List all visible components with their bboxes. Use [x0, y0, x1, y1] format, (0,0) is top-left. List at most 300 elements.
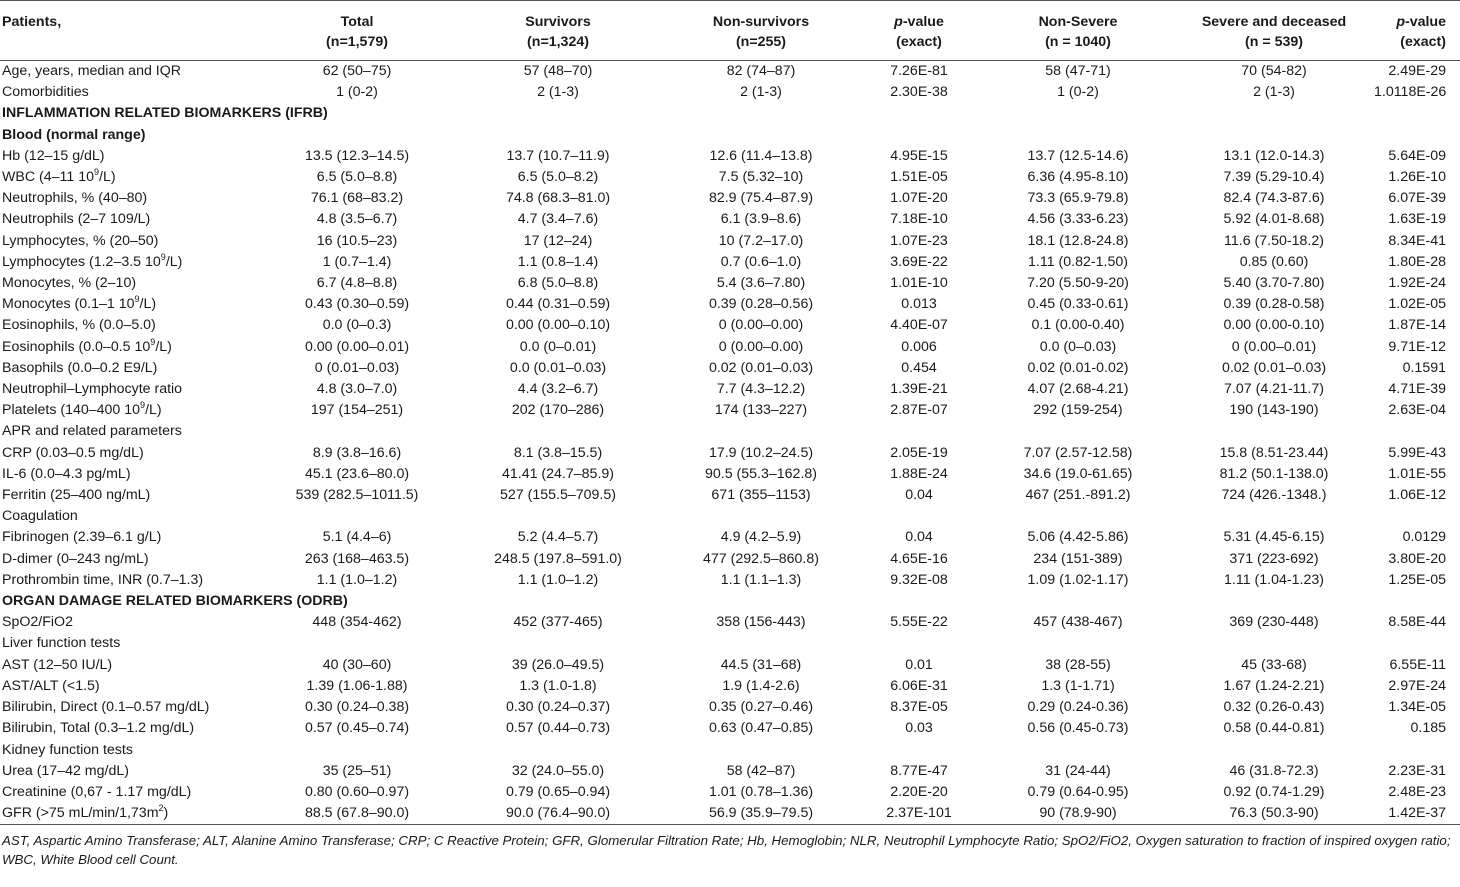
row-label-text: Coagulation — [2, 508, 78, 525]
column-header-text: Non-survivors — [712, 14, 810, 30]
table-cell: 8.34E-41 — [1388, 232, 1446, 249]
table-cell — [1372, 506, 1460, 527]
row-label-superscript: 9 — [140, 400, 146, 411]
table-cell: 5.99E-43 — [1388, 444, 1446, 461]
table-cell: 2.63E-04 — [1388, 402, 1446, 419]
table-row — [0, 315, 1460, 336]
table-cell: 81.2 (50.1-138.0) — [1219, 465, 1329, 482]
row-label-text: IL-6 (0.0–4.3 pg/mL) — [2, 465, 131, 482]
row-label-text: APR and related parameters — [2, 423, 182, 440]
section-row — [0, 103, 1460, 124]
table-cell — [1176, 506, 1372, 527]
table-cell: 4.65E-16 — [890, 550, 948, 567]
row-label-suffix: /L) — [165, 253, 183, 270]
table-cell: 70 (54-82) — [1241, 63, 1307, 79]
table-cell: 7.26E-81 — [890, 63, 948, 79]
table-cell: 0.32 (0.26-0.43) — [1223, 699, 1325, 716]
table-cell — [664, 633, 858, 654]
table-row — [0, 294, 1460, 315]
column-header-text: -value — [1404, 14, 1446, 30]
table-cell — [980, 125, 1176, 146]
table-cell: 6.1 (3.9–8.6) — [720, 211, 802, 228]
table-cell: 4.8 (3.5–6.7) — [316, 211, 398, 228]
column-header — [452, 1, 664, 61]
column-header-title — [982, 12, 1174, 32]
row-label-suffix: ) — [163, 805, 169, 822]
row-label — [0, 612, 262, 633]
table-cell: 8.9 (3.8–16.6) — [312, 444, 402, 461]
table-cell: 190 (143-190) — [1229, 402, 1319, 419]
table-cell: 1.92E-24 — [1388, 275, 1446, 292]
table-row — [0, 612, 1460, 633]
table-cell — [1176, 740, 1372, 761]
row-label — [0, 633, 262, 654]
table-cell: 46 (31.8-72.3) — [1229, 762, 1319, 779]
row-label-text: Eosinophils, % (0.0–5.0) — [2, 317, 156, 334]
table-cell: 0.30 (0.24–0.37) — [505, 699, 611, 716]
table-header — [0, 1, 1460, 61]
table-cell: 13.5 (12.3–14.5) — [304, 147, 410, 164]
table-cell: 2 (1-3) — [537, 84, 579, 101]
row-label — [0, 231, 262, 252]
table-cell — [858, 103, 980, 124]
table-cell: 1.26E-10 — [1388, 169, 1446, 186]
table-cell: 0.02 (0.01–0.03) — [1221, 359, 1327, 376]
table-cell: 0 (0.01–0.03) — [314, 359, 400, 376]
table-cell: 7.07 (4.21-11.7) — [1224, 381, 1324, 398]
table-cell: 292 (159-254) — [1033, 402, 1123, 419]
table-cell — [452, 506, 664, 527]
row-label — [0, 103, 328, 124]
row-label — [0, 761, 262, 782]
table-cell — [980, 103, 1176, 124]
table-cell: 1.09 (1.02-1.17) — [1027, 571, 1129, 588]
table-row — [0, 761, 1460, 782]
table-cell: 34.6 (19.0-61.65) — [1023, 465, 1133, 482]
table-cell: 0.44 (0.31–0.59) — [505, 296, 611, 313]
table-cell: 671 (355–1153) — [711, 487, 811, 504]
row-label-superscript: 2 — [158, 803, 164, 814]
table-cell: 1.1 (0.8–1.4) — [517, 253, 599, 270]
table-cell — [1372, 740, 1460, 761]
table-cell — [858, 591, 980, 612]
table-cell: 1.02E-05 — [1388, 296, 1446, 313]
table-cell: 0.43 (0.30–0.59) — [304, 296, 410, 313]
table-cell: 16 (10.5–23) — [316, 232, 398, 249]
table-cell: 5.92 (4.01-8.68) — [1223, 211, 1325, 228]
table-cell: 0.35 (0.27–0.46) — [708, 699, 814, 716]
row-label — [0, 506, 262, 527]
table-cell: 17 (12–24) — [523, 232, 593, 249]
column-header-title — [454, 12, 662, 32]
table-cell: 7.7 (4.3–12.2) — [716, 381, 806, 398]
table-footnote: AST, Aspartic Amino Transferase; ALT, Alanine Amino Transferase; CRP; C Reactive Protein; GFR, Glomerular Filtration Rate; Hb, Hemoglobin; NLR, Neutrophil Lymphocyte Ratio; SpO2/FiO2, Oxygen saturation to fraction of inspired oxygen ratio; WBC, White Blood cell Count. — [2, 833, 1451, 868]
table-cell: 0.57 (0.45–0.74) — [304, 720, 410, 737]
row-label-text: Monocytes, % (2–10) — [2, 275, 137, 292]
row-label-text: SpO2/FiO2 — [2, 614, 73, 631]
table-cell — [664, 506, 858, 527]
table-cell: 1.06E-12 — [1388, 487, 1446, 504]
table-cell: 0.1591 — [1402, 359, 1446, 376]
table-cell: 58 (42–87) — [726, 762, 796, 779]
row-label — [0, 61, 262, 83]
table-cell: 76.1 (68–83.2) — [310, 190, 404, 207]
table-cell — [858, 506, 980, 527]
row-label — [0, 443, 262, 464]
column-header-text: Patients, — [2, 14, 62, 30]
table-cell: 477 (292.5–860.8) — [703, 550, 819, 567]
table-cell: 5.64E-09 — [1388, 147, 1446, 164]
table-cell: 1.07E-20 — [890, 190, 948, 207]
table-cell: 17.9 (10.2–24.5) — [708, 444, 814, 461]
row-label-text: Fibrinogen (2.39–6.1 g/L) — [2, 529, 162, 546]
column-header-subtitle: (n=255) — [735, 34, 787, 50]
table-row — [0, 443, 1460, 464]
table-cell: 6.5 (5.0–8.2) — [517, 169, 599, 186]
column-header-title — [1374, 12, 1446, 32]
row-label — [0, 527, 262, 548]
table-cell — [980, 633, 1176, 654]
table-cell: 0.85 (0.60) — [1239, 253, 1309, 270]
table-cell: 5.40 (3.70-7.80) — [1223, 275, 1325, 292]
table-cell: 38 (28-55) — [1045, 656, 1111, 673]
p-italic: p — [894, 14, 903, 30]
table-cell: 2.30E-38 — [890, 84, 948, 101]
table-cell: 0.39 (0.28-0.58) — [1223, 296, 1325, 313]
table-cell: 0.0 (0–0.03) — [1039, 338, 1117, 355]
row-label — [0, 273, 262, 294]
table-cell: 39 (26.0–49.5) — [511, 656, 605, 673]
table-cell — [858, 125, 980, 146]
table-cell: 4.56 (3.33-6.23) — [1027, 211, 1129, 228]
table-cell: 0.92 (0.74-1.29) — [1223, 783, 1325, 800]
table-cell: 1.01 (0.78–1.36) — [708, 783, 814, 800]
table-cell: 1.3 (1.0-1.8) — [519, 677, 597, 694]
table-cell: 9.32E-08 — [890, 571, 948, 588]
table-cell: 0.00 (0.00–0.10) — [505, 317, 611, 334]
table-cell: 44.5 (31–68) — [720, 656, 802, 673]
table-cell: 10 (7.2–17.0) — [718, 232, 804, 249]
table-cell: 8.58E-44 — [1388, 614, 1446, 631]
table-cell: 0.45 (0.33-0.61) — [1027, 296, 1129, 313]
table-cell: 7.20 (5.50-9-20) — [1027, 275, 1129, 292]
row-label-text: WBC (4–11 10 — [2, 169, 94, 186]
table-row — [0, 697, 1460, 718]
row-label-text: Neutrophils, % (40–80) — [2, 190, 148, 207]
table-cell — [452, 103, 664, 124]
table-cell — [664, 591, 858, 612]
table-cell — [980, 740, 1176, 761]
table-cell: 88.5 (67.8–90.0) — [262, 803, 452, 825]
table-cell: 1.51E-05 — [890, 169, 948, 186]
table-cell: 0.013 — [901, 296, 937, 313]
table-cell: 4.07 (2.68-4.21) — [1027, 381, 1129, 398]
row-label — [0, 803, 262, 825]
column-header — [1176, 1, 1372, 61]
table-cell — [262, 633, 452, 654]
table-cell: 90 (78.9-90) — [980, 803, 1176, 825]
table-cell: 82 (74–87) — [726, 63, 796, 79]
table-row — [0, 252, 1460, 273]
table-cell — [1372, 633, 1460, 654]
table-cell: 358 (156-443) — [716, 614, 806, 631]
column-header-subtitle: (n=1,324) — [527, 34, 589, 50]
table-cell — [664, 103, 858, 124]
row-label-text: Bilirubin, Total (0.3–1.2 mg/dL) — [2, 720, 195, 737]
table-cell: 6.5 (5.0–8.8) — [316, 169, 398, 186]
column-header-title — [264, 12, 450, 32]
table-row — [0, 231, 1460, 252]
table-cell: 0.01 — [905, 656, 933, 673]
row-label — [0, 591, 348, 612]
table-cell: 45.1 (23.6–80.0) — [304, 465, 410, 482]
table-cell: 2.49E-29 — [1388, 63, 1446, 79]
table-cell — [1372, 421, 1460, 442]
table-cell: 2 (1-3) — [1253, 84, 1295, 101]
column-header — [980, 1, 1176, 61]
table-cell: 5.06 (4.42-5.86) — [1027, 529, 1129, 546]
column-header-title — [666, 12, 856, 32]
row-label-text: Basophils (0.0–0.2 E9/L) — [2, 359, 158, 376]
table-cell: 6.06E-31 — [890, 677, 948, 694]
row-label-text: GFR (>75 mL/min/1,73m — [2, 805, 159, 822]
row-label — [0, 294, 262, 315]
table-cell: 5.2 (4.4–5.7) — [517, 529, 599, 546]
subsection-row — [0, 633, 1460, 654]
table-row — [0, 655, 1460, 676]
row-label — [0, 676, 262, 697]
table-cell: 8.1 (3.8–15.5) — [513, 444, 603, 461]
table-cell: 0.39 (0.28–0.56) — [708, 296, 814, 313]
table-cell: 6.55E-11 — [1389, 656, 1446, 673]
table-cell: 1.11 (0.82-1.50) — [1028, 253, 1128, 270]
column-header — [1372, 1, 1460, 61]
row-label-text: Urea (17–42 mg/dL) — [2, 762, 129, 779]
table-cell — [1176, 125, 1372, 146]
row-label-text: Comorbidities — [2, 84, 89, 101]
table-cell: 452 (377-465) — [513, 614, 603, 631]
table-row — [0, 782, 1460, 803]
table-row — [0, 527, 1460, 548]
table-cell — [452, 633, 664, 654]
table-cell: 90.0 (76.4–90.0) — [452, 803, 664, 825]
table-cell: 7.18E-10 — [890, 211, 948, 228]
table-cell: 6.8 (5.0–8.8) — [517, 275, 599, 292]
row-label-text: Blood (normal range) — [2, 126, 146, 143]
table-cell: 0.57 (0.44–0.73) — [505, 720, 611, 737]
row-label-text: Lymphocytes (1.2–3.5 10 — [2, 253, 161, 270]
row-label-text: Kidney function tests — [2, 741, 133, 758]
table-row — [0, 146, 1460, 167]
table-row — [0, 676, 1460, 697]
row-label-text: INFLAMMATION RELATED BIOMARKERS (IFRB) — [2, 105, 328, 122]
table-cell: 0.02 (0.01-0.02) — [1027, 359, 1129, 376]
row-label-text: Eosinophils (0.0–0.5 10 — [2, 338, 151, 355]
table-cell: 1.11 (1.04-1.23) — [1224, 571, 1324, 588]
table-cell: 467 (251.-891.2) — [1025, 487, 1131, 504]
row-label — [0, 400, 262, 421]
table-row — [0, 337, 1460, 358]
table-cell: 448 (354-462) — [312, 614, 402, 631]
table-cell — [980, 421, 1176, 442]
column-header-title — [860, 12, 978, 32]
table-cell — [262, 125, 452, 146]
column-header-subtitle: (n = 1040) — [1045, 34, 1111, 50]
row-label-text: CRP (0.03–0.5 mg/dL) — [2, 444, 144, 461]
row-label — [0, 252, 262, 273]
row-label — [0, 358, 262, 379]
column-header-text: -value — [902, 14, 944, 30]
table-cell: 1.3 (1-1.71) — [1041, 677, 1115, 694]
row-label-text: Monocytes (0.1–1 10 — [2, 296, 135, 313]
table-row — [0, 209, 1460, 230]
row-label — [0, 146, 262, 167]
table-cell — [262, 506, 452, 527]
table-cell — [452, 125, 664, 146]
section-row — [0, 591, 1460, 612]
table-cell: 0 (0.00–0.00) — [718, 338, 804, 355]
table-cell: 2.20E-20 — [890, 783, 948, 800]
row-label-text: Liver function tests — [2, 635, 121, 652]
row-label-text: AST/ALT (<1.5) — [2, 677, 100, 694]
table-cell: 0.185 — [1410, 720, 1446, 737]
table-cell: 1.80E-28 — [1388, 253, 1446, 270]
table-cell: 32 (24.0–55.0) — [511, 762, 605, 779]
table-cell: 4.7 (3.4–7.6) — [517, 211, 599, 228]
row-label-text: Bilirubin, Direct (0.1–0.57 mg/dL) — [2, 699, 210, 716]
table-cell: 0.80 (0.60–0.97) — [304, 783, 410, 800]
table-cell: 1.1 (1.0–1.2) — [517, 571, 599, 588]
table-cell: 1.0118E-26 — [1374, 84, 1447, 101]
table-cell: 527 (155.5–709.5) — [500, 487, 616, 504]
table-cell: 6.36 (4.95-8.10) — [1027, 169, 1129, 186]
table-cell: 2.48E-23 — [1388, 783, 1446, 800]
table-cell: 0.02 (0.01–0.03) — [708, 359, 814, 376]
row-label-superscript: 9 — [94, 167, 100, 178]
table-cell: 2.23E-31 — [1388, 762, 1446, 779]
header-row — [0, 1, 1460, 61]
table-cell: 1.01E-10 — [890, 275, 948, 292]
table-cell: 7.39 (5.29-10.4) — [1223, 169, 1325, 186]
table-cell: 45 (33-68) — [1241, 656, 1307, 673]
table-cell: 90.5 (55.3–162.8) — [704, 465, 817, 482]
table-cell: 0.04 — [905, 487, 933, 504]
table-cell — [980, 506, 1176, 527]
table-cell: 0.00 (0.00-0.10) — [1223, 317, 1325, 334]
table-cell: 1.07E-23 — [890, 232, 948, 249]
row-label-text: Age, years, median and IQR — [2, 63, 182, 79]
table-cell: 13.7 (12.5-14.6) — [1027, 147, 1129, 164]
table-cell: 1.9 (1.4-2.6) — [722, 677, 800, 694]
subsection-row — [0, 506, 1460, 527]
table-cell: 0.0 (0–0.01) — [519, 338, 597, 355]
table-cell: 3.69E-22 — [890, 253, 948, 270]
row-label-text: Neutrophils (2–7 109/L) — [2, 211, 151, 228]
table-cell — [664, 125, 858, 146]
table-cell: 35 (25–51) — [322, 762, 392, 779]
subsection-row — [0, 421, 1460, 442]
row-label-suffix: /L) — [139, 296, 157, 313]
row-label — [0, 718, 262, 739]
table-cell: 0.454 — [901, 359, 937, 376]
column-header-subtitle: (n = 539) — [1245, 34, 1303, 50]
table-cell — [858, 740, 980, 761]
table-cell: 58 (47-71) — [1045, 63, 1111, 79]
table-cell: 74.8 (68.3–81.0) — [505, 190, 611, 207]
row-label-text: Neutrophil–Lymphocyte ratio — [2, 381, 183, 398]
row-label — [0, 379, 262, 400]
row-label — [0, 125, 262, 146]
section-row — [0, 125, 1460, 146]
table-row — [0, 273, 1460, 294]
table-cell — [980, 591, 1176, 612]
table-cell: 1 (0-2) — [1057, 84, 1099, 101]
table-cell — [1176, 591, 1372, 612]
row-label — [0, 464, 262, 485]
table-cell: 0 (0.00–0.01) — [1231, 338, 1317, 355]
row-label — [0, 315, 262, 336]
table-cell: 5.1 (4.4–6) — [322, 529, 392, 546]
table-cell: 4.40E-07 — [890, 317, 948, 334]
table-row — [0, 570, 1460, 591]
row-label — [0, 655, 262, 676]
table-cell: 0.0 (0–0.3) — [322, 317, 392, 334]
table-cell: 4.8 (3.0–7.0) — [316, 381, 398, 398]
table-cell: 174 (133–227) — [714, 402, 808, 419]
table-cell: 1 (0-2) — [336, 84, 378, 101]
column-header — [262, 1, 452, 61]
column-header-title — [1178, 12, 1370, 32]
table-cell: 6.7 (4.8–8.8) — [316, 275, 398, 292]
column-header-subtitle: (exact) — [896, 34, 942, 50]
column-header-text: Survivors — [525, 14, 591, 30]
row-label-suffix: /L) — [99, 169, 116, 186]
table-cell: 5.4 (3.6–7.80) — [716, 275, 806, 292]
table-cell: 1 (0.7–1.4) — [322, 253, 392, 270]
column-header-subtitle: (n=1,579) — [326, 34, 388, 50]
table-cell: 0.006 — [901, 338, 937, 355]
row-label-text: AST (12–50 IU/L) — [2, 656, 113, 673]
table-cell: 0.0129 — [1402, 529, 1446, 546]
table-cell: 0.79 (0.65–0.94) — [505, 783, 611, 800]
table-cell: 2 (1-3) — [740, 84, 782, 101]
row-label — [0, 697, 262, 718]
table-cell — [1176, 633, 1372, 654]
table-cell: 234 (151-389) — [1033, 550, 1123, 567]
table-cell: 82.4 (74.3-87.6) — [1223, 190, 1325, 207]
column-header — [664, 1, 858, 61]
table-cell — [664, 421, 858, 442]
table-row — [0, 82, 1460, 103]
table-cell: 0.79 (0.64-0.95) — [1027, 783, 1129, 800]
table-cell: 5.55E-22 — [890, 614, 948, 631]
subsection-row — [0, 740, 1460, 761]
table-cell: 1.1 (1.1–1.3) — [720, 571, 802, 588]
table-cell: 0.0 (0.01–0.03) — [509, 359, 607, 376]
table-cell: 0.56 (0.45-0.73) — [1027, 720, 1129, 737]
table-row — [0, 718, 1460, 739]
table-cell: 73.3 (65.9-79.8) — [1027, 190, 1129, 207]
table-cell: 31 (24-44) — [1045, 762, 1111, 779]
table-cell: 248.5 (197.8–591.0) — [494, 550, 622, 567]
table-cell — [452, 421, 664, 442]
table-cell: 2.97E-24 — [1388, 677, 1446, 694]
table-row — [0, 803, 1460, 825]
table-cell: 82.9 (75.4–87.9) — [708, 190, 814, 207]
table-cell: 1.63E-19 — [1388, 211, 1446, 228]
table-row — [0, 549, 1460, 570]
column-header — [858, 1, 980, 61]
